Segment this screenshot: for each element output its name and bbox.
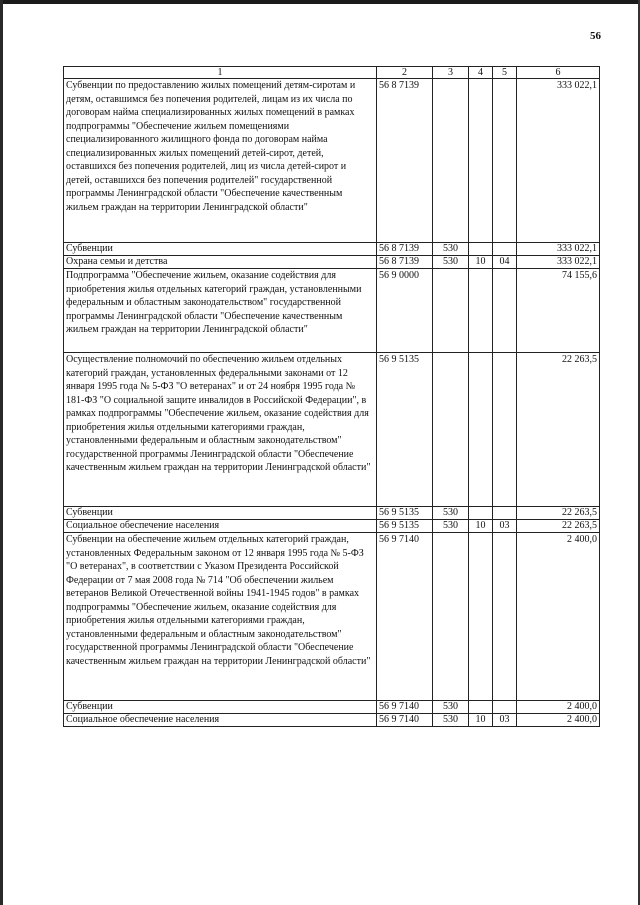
table-row — [64, 243, 600, 256]
budget-table — [63, 66, 600, 727]
column-header: 6 — [517, 67, 600, 79]
row-vr: 530 — [433, 507, 469, 520]
row-rz — [469, 243, 493, 256]
table-row — [64, 256, 600, 269]
row-sum: 22 263,5 — [517, 353, 600, 507]
row-rz: 10 — [469, 256, 493, 269]
row-sum: 333 022,1 — [517, 79, 600, 243]
row-sum: 333 022,1 — [517, 243, 600, 256]
row-code: 56 9 7140 — [377, 533, 433, 701]
row-pr: 03 — [493, 714, 517, 727]
table-header-row — [64, 67, 600, 79]
row-vr: 530 — [433, 256, 469, 269]
row-code: 56 8 7139 — [377, 79, 433, 243]
row-sum: 333 022,1 — [517, 256, 600, 269]
row-name: Социальное обеспечение населения — [64, 520, 377, 533]
scan-left-edge — [0, 0, 3, 905]
row-vr — [433, 269, 469, 353]
column-header: 2 — [377, 67, 433, 79]
row-pr — [493, 701, 517, 714]
row-rz — [469, 269, 493, 353]
row-pr: 03 — [493, 520, 517, 533]
row-rz: 10 — [469, 714, 493, 727]
row-sum: 22 263,5 — [517, 507, 600, 520]
row-vr: 530 — [433, 520, 469, 533]
table-row — [64, 353, 600, 507]
row-name: Осуществление полномочий по обеспечению жильем отдельных категорий граждан, установленных федеральными законами от 12 января 1995 года № 5-ФЗ "О ветеранах" и от 24 ноября 1995 года № 181-ФЗ "О социальной защите инвалидов в Российской Федерации", в рамках подпрограммы "Обеспечение жильем, оказание содействия для приобретения жилья отдельными категориями граждан, установленными федеральным и областным законодательством" государственной программы Ленинградской области "Обеспечение качественным жильем граждан на территории Ленинградской области" — [64, 353, 377, 507]
row-pr — [493, 507, 517, 520]
column-header: 4 — [469, 67, 493, 79]
row-vr: 530 — [433, 243, 469, 256]
page-number: 56 — [590, 30, 601, 42]
table-row — [64, 79, 600, 243]
row-pr — [493, 533, 517, 701]
row-name: Подпрограмма "Обеспечение жильем, оказание содействия для приобретения жилья отдельных категорий граждан, установленными федеральным и областным законодательством" государственной программы Ленинградской области "Обеспечение качественным жильем граждан на территории Ленинградской области" — [64, 269, 377, 353]
row-rz — [469, 353, 493, 507]
row-name: Социальное обеспечение населения — [64, 714, 377, 727]
row-vr — [433, 79, 469, 243]
scan-top-edge — [0, 0, 640, 4]
row-sum: 22 263,5 — [517, 520, 600, 533]
table-row — [64, 520, 600, 533]
row-code: 56 9 0000 — [377, 269, 433, 353]
row-pr — [493, 243, 517, 256]
row-vr: 530 — [433, 714, 469, 727]
row-sum: 2 400,0 — [517, 701, 600, 714]
row-code: 56 9 5135 — [377, 520, 433, 533]
row-pr: 04 — [493, 256, 517, 269]
row-sum: 2 400,0 — [517, 533, 600, 701]
row-vr — [433, 533, 469, 701]
row-vr: 530 — [433, 701, 469, 714]
row-name: Субвенции на обеспечение жильем отдельных категорий граждан, установленных Федеральным законом от 12 января 1995 года № 5-ФЗ "О ветеранах", в соответствии с Указом Президента Российской Федерации от 7 мая 2008 года № 714 "Об обеспечении жильем ветеранов Великой Отечественной войны 1941-1945 годов" в рамках подпрограммы "Обеспечение жильем, оказание содействия для приобретения жилья отдельными категориями граждан, установленными федеральным и областным законодательством" государственной программы Ленинградской области "Обеспечение качественным жильем граждан на территории Ленинградской области" — [64, 533, 377, 701]
row-pr — [493, 353, 517, 507]
row-code: 56 8 7139 — [377, 243, 433, 256]
row-rz — [469, 701, 493, 714]
row-pr — [493, 79, 517, 243]
table-row — [64, 701, 600, 714]
row-code: 56 9 5135 — [377, 353, 433, 507]
row-code: 56 9 5135 — [377, 507, 433, 520]
row-vr — [433, 353, 469, 507]
row-code: 56 9 7140 — [377, 701, 433, 714]
table-row — [64, 507, 600, 520]
row-pr — [493, 269, 517, 353]
row-name: Субвенции — [64, 507, 377, 520]
column-header: 3 — [433, 67, 469, 79]
table-row — [64, 714, 600, 727]
row-rz — [469, 79, 493, 243]
row-name: Охрана семьи и детства — [64, 256, 377, 269]
column-header: 5 — [493, 67, 517, 79]
row-name: Субвенции — [64, 701, 377, 714]
row-rz: 10 — [469, 520, 493, 533]
row-name: Субвенции — [64, 243, 377, 256]
row-code: 56 9 7140 — [377, 714, 433, 727]
row-code: 56 8 7139 — [377, 256, 433, 269]
row-name: Субвенции по предоставлению жилых помещений детям-сиротам и детям, оставшимся без попечения родителей, лицам из их числа по договорам найма специализированных жилых помещений в рамках подпрограммы "Обеспечение жильем помещениями специализированного жилищного фонда по договорам найма специализированных жилых помещений детей-сирот, детей, оставшихся без попечения родителей, лиц из числа детей-сирот и детей, оставшихся без попечения родителей" государственной программы Ленинградской области "Обеспечение качественным жильем граждан на территории Ленинградской области" — [64, 79, 377, 243]
column-header: 1 — [64, 67, 377, 79]
table-row — [64, 533, 600, 701]
table-row — [64, 269, 600, 353]
row-rz — [469, 533, 493, 701]
row-sum: 74 155,6 — [517, 269, 600, 353]
row-rz — [469, 507, 493, 520]
row-sum: 2 400,0 — [517, 714, 600, 727]
